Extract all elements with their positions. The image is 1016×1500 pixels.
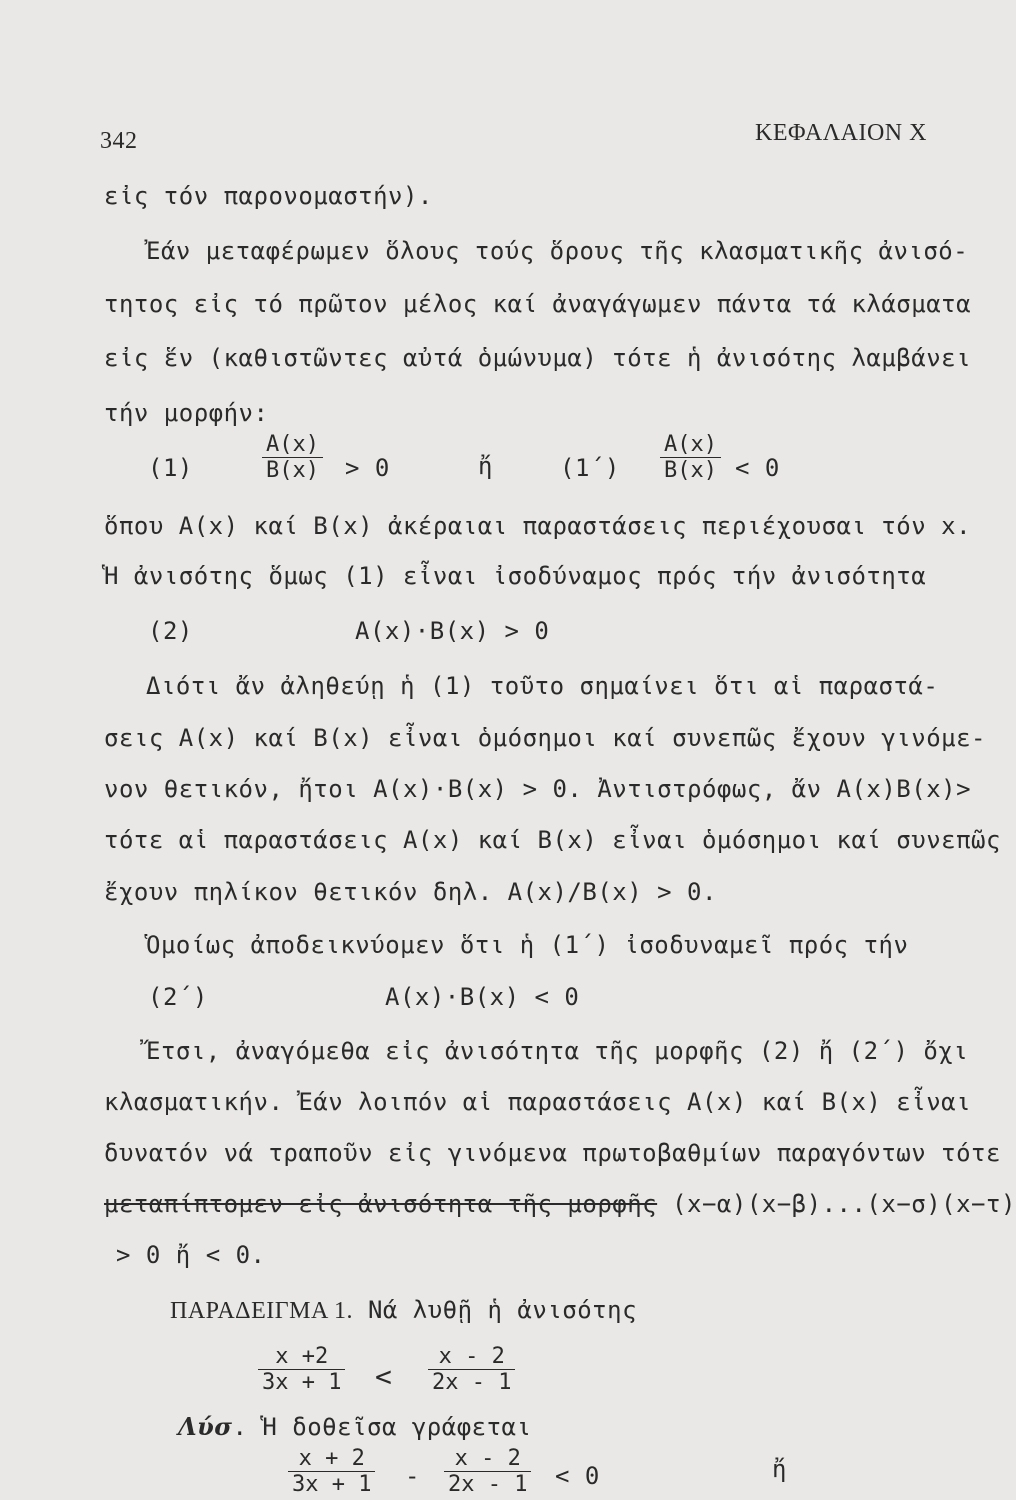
text-line: νον θετικόν, ἤτοι A(x)·B(x) > 0. Ἀντιστρόφως, ἄν A(x)B(x)> — [104, 775, 972, 803]
text-line: Ἡ ἀνισότης ὅμως (1) εἶναι ἰσοδύναμος πρός τήν ἀνισότητα — [104, 562, 927, 590]
text-line: Ἐάν μεταφέρωμεν ὅλους τούς ὅρους τῆς κλασματικῆς ἀνισό- — [146, 237, 969, 265]
text-line — [104, 1190, 1016, 1218]
text-line: εἰς τόν παρονομαστήν). — [104, 182, 433, 210]
text-line: εἰς ἕν (καθιστῶντες αὐτά ὁμώνυμα) τότε ἡ ἀνισότης λαμβάνει — [104, 344, 972, 372]
denominator: B(x) — [664, 458, 717, 483]
fraction — [660, 432, 721, 483]
solution-label: Λύσ — [178, 1412, 233, 1441]
text-line: τήν μορφήν: — [104, 399, 269, 427]
text-line: δυνατόν νά τραποῦν εἰς γινόμενα πρωτοβαθμίων παραγόντων τότε — [104, 1139, 1001, 1167]
equation-label: (2) — [148, 617, 193, 645]
fraction — [444, 1446, 531, 1500]
or-word: ἤ — [772, 1455, 787, 1483]
denominator: B(x) — [266, 458, 319, 483]
fraction — [288, 1446, 375, 1500]
numerator: x +2 — [258, 1344, 345, 1370]
equation-label: (2΄) — [148, 983, 208, 1011]
fraction — [258, 1344, 345, 1395]
example-text: Νά λυθῇ ἡ ἀνισότης — [367, 1296, 638, 1324]
example-heading — [170, 1296, 637, 1325]
text-line: Ὁμοίως ἀποδεικνύομεν ὅτι ἡ (1΄) ἰσοδυναμεῖ πρός τήν — [146, 931, 909, 959]
solution-line — [178, 1412, 531, 1441]
fraction — [428, 1344, 515, 1395]
relation: < 0 — [735, 454, 780, 482]
text-line: σεις A(x) καί B(x) εἶναι ὁμόσημοι καί συνεπῶς ἔχουν γινόμε- — [104, 724, 987, 752]
text-line: ὅπου A(x) καί B(x) ἀκέραιαι παραστάσεις περιέχουσαι τόν x. — [104, 512, 972, 540]
chapter-title: ΚΕΦΑΛΑΙΟΝ Χ — [755, 120, 927, 146]
denominator: 3x + 1 — [292, 1472, 372, 1497]
text-line: > 0 ἤ < 0. — [116, 1241, 266, 1269]
denominator: 3x + 1 — [262, 1370, 342, 1395]
equation-label: (1΄) — [560, 454, 620, 482]
text-line: Ἔτσι, ἀναγόμεθα εἰς ἀνισότητα τῆς μορφῆς (2) ἤ (2΄) ὄχι — [146, 1037, 969, 1065]
text-line: ἔχουν πηλίκον θετικόν δηλ. A(x)/B(x) > 0. — [104, 878, 717, 906]
page-number: 342 — [100, 128, 138, 154]
relation: < — [375, 1360, 393, 1393]
example-title: ΠΑΡΑΔΕΙΓΜΑ 1. — [170, 1298, 353, 1324]
numerator: x - 2 — [444, 1446, 531, 1472]
struck-text: μεταπίπτομεν εἰς ἀνισότητα τῆς μορφῆς — [104, 1190, 658, 1218]
text-line: τητος εἰς τό πρῶτον μέλος καί ἀναγάγωμεν πάντα τά κλάσματα — [104, 290, 972, 318]
numerator: x - 2 — [428, 1344, 515, 1370]
or-word: ἤ — [478, 452, 493, 480]
denominator: 2x - 1 — [448, 1472, 528, 1497]
numerator: x + 2 — [288, 1446, 375, 1472]
text-line: τότε αἱ παραστάσεις A(x) καί B(x) εἶναι ὁμόσημοι καί συνεπῶς — [104, 826, 1001, 854]
relation: > 0 — [345, 454, 390, 482]
minus-sign: - — [405, 1462, 420, 1490]
equation: A(x)·B(x) < 0 — [385, 983, 580, 1011]
equation: A(x)·B(x) > 0 — [355, 617, 550, 645]
product-expression: (x−α)(x−β)...(x−σ)(x−τ) — [657, 1190, 1016, 1218]
text-line: κλασματικήν. Ἐάν λοιπόν αἱ παραστάσεις A(x) καί B(x) εἶναι — [104, 1088, 972, 1116]
solution-text: . Ἡ δοθεῖσα γράφεται — [232, 1413, 532, 1441]
numerator: A(x) — [660, 432, 721, 458]
fraction — [262, 432, 323, 483]
numerator: A(x) — [262, 432, 323, 458]
denominator: 2x - 1 — [432, 1370, 512, 1395]
relation: < 0 — [555, 1462, 600, 1490]
text-line: Διότι ἄν ἀληθεύῃ ἡ (1) τοῦτο σημαίνει ὅτι αἱ παραστά- — [146, 672, 939, 700]
equation-label: (1) — [148, 454, 193, 482]
